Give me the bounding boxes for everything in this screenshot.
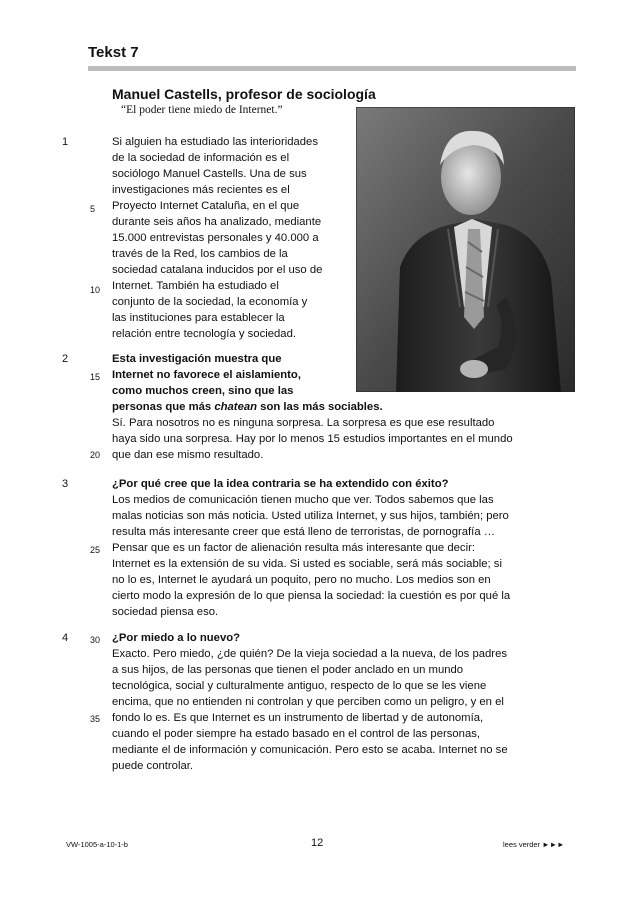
text-line: Si alguien ha estudiado las interioridades xyxy=(112,136,318,148)
text-line: fondo lo es. Es que Internet es un instrumento de libertad y de autonomía, xyxy=(112,712,484,724)
question-line: Esta investigación muestra que xyxy=(112,353,282,365)
text-line: haya sido una sorpresa. Hay por lo menos 15 estudios importantes en el mundo xyxy=(112,433,513,445)
text-line: malas noticias son más noticia. Usted utiliza Internet, y sus hijos, también; pero xyxy=(112,510,509,522)
text-line: relación entre tecnología y sociedad. xyxy=(112,328,297,340)
portrait-photo xyxy=(356,107,575,392)
text-line: puede controlar. xyxy=(112,760,194,772)
text-line: durante seis años ha analizado, mediante xyxy=(112,216,322,228)
text-line: mediante el de información y comunicación. Pero esto se acaba. Internet no se xyxy=(112,744,508,756)
question-line: ¿Por qué cree que la idea contraria se ha extendido con éxito? xyxy=(112,478,449,490)
page-number: 12 xyxy=(311,837,324,849)
article-title: Manuel Castells, profesor de sociología xyxy=(112,86,376,102)
question-line: ¿Por miedo a lo nuevo? xyxy=(112,632,241,644)
text-line: resulta más interesante creer que está lleno de terroristas, de pornografía … xyxy=(112,526,496,538)
header-rule xyxy=(88,66,576,71)
text-line: a sus hijos, de las personas que tienen el poder anclado en un mundo xyxy=(112,664,464,676)
next-page-link[interactable]: lees verder ►►► xyxy=(503,840,565,849)
question-emphasis: chatean xyxy=(214,401,258,413)
text-line: Proyecto Internet Cataluña, en el que xyxy=(112,200,300,212)
text-line: Pensar que es un factor de alienación resulta más interesante que decir: xyxy=(112,542,475,554)
text-line: conjunto de la sociedad, la economía y xyxy=(112,296,308,308)
text-line: 15.000 entrevistas personales y 40.000 a xyxy=(112,232,319,244)
line-number: 25 xyxy=(90,545,101,555)
question-line xyxy=(112,399,383,415)
text-line: las instituciones para establecer la xyxy=(112,312,285,324)
text-line: no lo es, Internet le ayudará un poquito, pero no mucho. Los medios son en xyxy=(112,574,491,586)
question-text: son las más sociables. xyxy=(257,401,383,413)
paragraph-number: 3 xyxy=(62,478,69,490)
text-line: Internet es la extensión de su vida. Si usted es sociable, será más sociable; si xyxy=(112,558,502,570)
text-line: que dan ese mismo resultado. xyxy=(112,449,264,461)
paragraph-number: 4 xyxy=(62,632,69,644)
footer-code: VW-1005-a-10-1-b xyxy=(66,840,128,849)
text-line: cuando el poder siempre ha estado basado en el control de las personas, xyxy=(112,728,481,740)
line-number: 30 xyxy=(90,635,101,645)
line-number: 35 xyxy=(90,714,101,724)
paragraph-number: 1 xyxy=(62,136,69,148)
text-line: encima, que no entienden ni controlan y que perciben como un peligro, y en el xyxy=(112,696,504,708)
text-line: sociólogo Manuel Castells. Una de sus xyxy=(112,168,307,180)
question-line: Internet no favorece el aislamiento, xyxy=(112,369,301,381)
text-line: Los medios de comunicación tienen mucho que ver. Todos sabemos que las xyxy=(112,494,494,506)
text-line: sociedad catalana inducidos por el uso de xyxy=(112,264,323,276)
text-line: cierto modo la expresión de lo que piensa la sociedad: la cuestión es por qué la xyxy=(112,590,511,602)
text-line: sociedad piensa eso. xyxy=(112,606,219,618)
line-number: 15 xyxy=(90,372,101,382)
text-line: de la sociedad de información es el xyxy=(112,152,290,164)
question-line: como muchos creen, sino que las xyxy=(112,385,294,397)
text-line: investigaciones más recientes es el xyxy=(112,184,290,196)
question-text: personas que más xyxy=(112,401,215,413)
line-number: 5 xyxy=(90,204,96,214)
header-title: Tekst 7 xyxy=(88,44,139,61)
line-number: 10 xyxy=(90,285,101,295)
text-line: Exacto. Pero miedo, ¿de quién? De la vieja sociedad a la nueva, de los padres xyxy=(112,648,508,660)
text-line: través de la Red, los cambios de la xyxy=(112,248,288,260)
text-line: tecnológica, social y culturalmente antiguo, respecto de lo que se les viene xyxy=(112,680,487,692)
text-line: Sí. Para nosotros no es ninguna sorpresa. La sorpresa es que ese resultado xyxy=(112,417,495,429)
article-subtitle: “El poder tiene miedo de Internet.” xyxy=(121,104,283,116)
text-line: Internet. También ha estudiado el xyxy=(112,280,279,292)
line-number: 20 xyxy=(90,450,101,460)
paragraph-number: 2 xyxy=(62,353,69,365)
